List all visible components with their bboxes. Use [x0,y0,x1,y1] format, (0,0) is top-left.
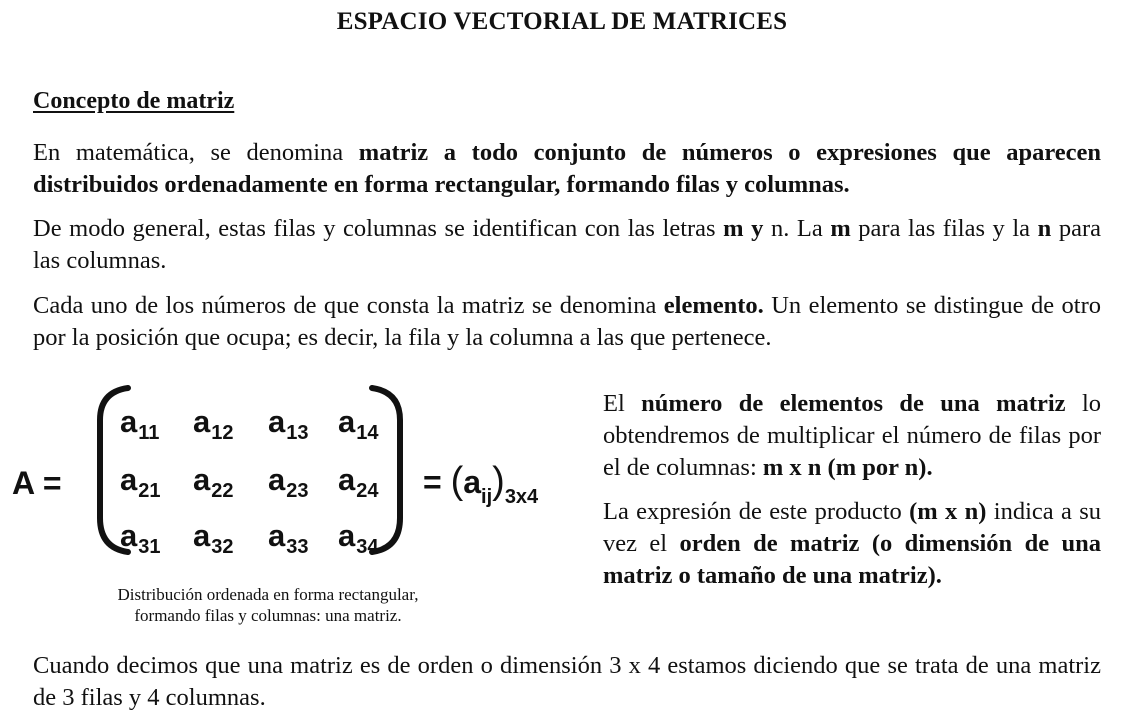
bold-run: m x n (m por n). [762,454,933,481]
matrix-element: $a_{24}$ [338,462,379,502]
bold-run: orden de matriz (o dimensión de una matriz o tamaño de una matriz). [603,530,1101,589]
text-run: De modo general, estas filas y columnas se identifican con las letras [33,215,724,242]
bold-run: m y [723,215,764,242]
matrix-element: $a_{23}$ [268,462,309,502]
paragraph-rows-columns [33,213,1101,277]
text-run: indica a su vez el [603,498,1101,557]
figure-caption [68,584,468,626]
matrix-element: $a_{21}$ [120,462,161,502]
page-title: ESPACIO VECTORIAL DE MATRICES [336,8,788,35]
paragraph-example [33,650,1101,714]
matrix-element: $a_{13}$ [268,404,309,444]
matrix-element: $a_{22}$ [193,462,234,502]
text-run: para las columnas. [33,215,1101,274]
matrix-element: $a_{31}$ [120,518,161,558]
matrix-figure [0,380,600,580]
matrix-element: $a_{32}$ [193,518,234,558]
matrix-element: $a_{34}$ [338,518,379,558]
matrix-element: $a_{12}$ [193,404,234,444]
matrix-element: $a_{14}$ [338,404,379,444]
section-heading: Concepto de matriz [33,88,235,114]
text-run: Cuando decimos que una matriz es de orden o dimensión 3 x 4 estamos diciendo que se trata de una matriz de 3 filas y 4 columnas. [33,652,1101,711]
text-run: Un elemento se distingue de otro por la posición que ocupa; es decir, la fila y la columna a las que pertenece. [33,292,1101,351]
bold-run: elemento. [663,292,764,319]
matrix-compact-notation: = $(a_{ij})_{3x4}$ [423,460,539,508]
matrix-element: $a_{33}$ [268,518,309,558]
bold-run: n [1037,215,1052,242]
paragraph-element [33,290,1101,354]
text-run: n. La [763,215,831,242]
caption-line: formando filas y columnas: una matriz. [134,606,402,625]
text-run: para las filas y la [850,215,1038,242]
text-run: Cada uno de los números de que consta la matriz se denomina [33,292,664,319]
text-run: El [603,390,642,417]
bold-run: número de elementos de una matriz [641,390,1066,417]
paragraph-definition [33,137,1101,201]
matrix-label: A = [12,465,62,501]
bold-run: matriz a todo conjunto de números o expresiones que aparecen distribuidos ordenadamente en forma rectangular, formando filas y columnas. [33,139,1101,198]
paragraph-matrix-order [603,496,1101,592]
bold-run: (m x n) [909,498,987,525]
paragraph-element-count [603,388,1101,484]
text-run: La expresión de este producto [603,498,910,525]
text-run: lo obtendremos de multiplicar el número de filas por el de columnas: [603,390,1101,481]
matrix-element: $a_{11}$ [120,404,160,444]
text-run: En matemática, se denomina [33,139,359,166]
bold-run: m [830,215,851,242]
caption-line: Distribución ordenada en forma rectangular, [117,585,419,604]
